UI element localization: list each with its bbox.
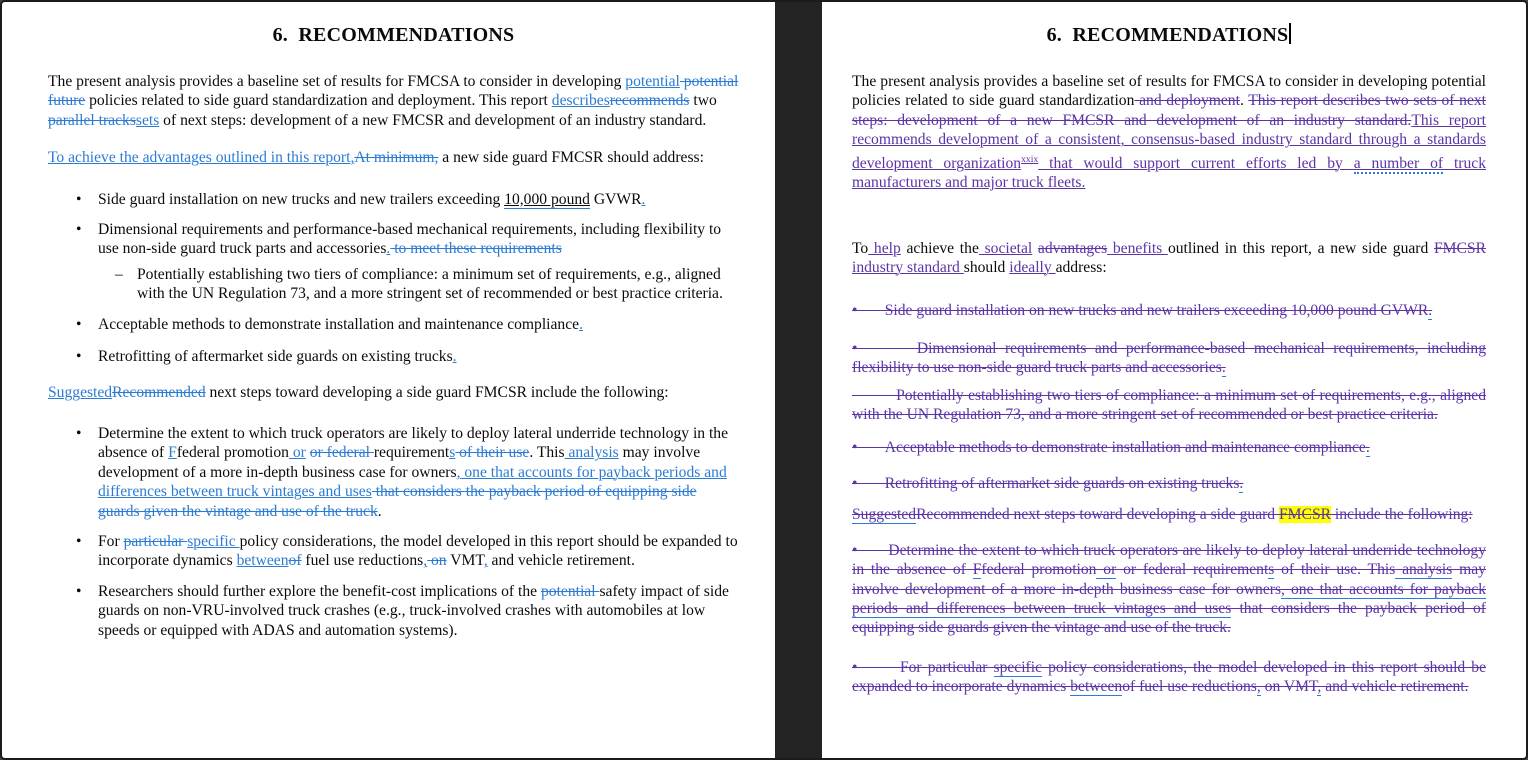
bullet-item bbox=[48, 347, 739, 366]
paragraph bbox=[852, 438, 1486, 457]
text-run-pd: • For particular bbox=[852, 658, 994, 676]
paragraph bbox=[852, 339, 1486, 378]
text-run-n: To bbox=[852, 239, 869, 257]
text-run-pdh: FMCSR bbox=[1279, 506, 1332, 524]
text-run-ins: . bbox=[452, 348, 457, 366]
page-title bbox=[852, 22, 1486, 48]
page-gap-divider bbox=[775, 2, 822, 758]
text-run-ins: analysis bbox=[564, 444, 619, 462]
text-run-ins: specific bbox=[187, 532, 240, 550]
text-run-n: Potentially establishing two tiers of compliance: a minimum set of requirements, e.g., aligned with the UN Regulation 73, and a more stringent set of recommended or best practice criteria. bbox=[137, 265, 723, 303]
bullet-item bbox=[48, 582, 739, 640]
text-run-n: For bbox=[98, 532, 124, 550]
text-run-del: or federal bbox=[309, 444, 374, 462]
text-run-pd: • Retrofitting of aftermarket side guards on existing trucks bbox=[852, 474, 1240, 492]
text-run-pi: ideally bbox=[1009, 259, 1056, 277]
text-run-pdu: between bbox=[1070, 678, 1123, 696]
text-run-pd: • Acceptable methods to demonstrate installation and maintenance compliance bbox=[852, 439, 1366, 457]
bullet-marker: – bbox=[115, 265, 123, 283]
text-run-del: particular bbox=[123, 532, 188, 550]
text-run-pdu: F bbox=[972, 561, 982, 579]
text-run-ins: , bbox=[423, 552, 428, 570]
text-run-pd: Recommended next steps toward developing a side guard bbox=[916, 506, 1279, 524]
text-run-n: Determine the extent to which truck operators are likely to deploy lateral underride technology in the absence of bbox=[98, 424, 729, 462]
paragraph bbox=[48, 148, 739, 167]
text-run-pd: that considers the payback period of equipping side guards given the vintage and use of the truck. bbox=[852, 599, 1487, 637]
text-run-n: requirement bbox=[373, 444, 450, 462]
bullet-item bbox=[48, 265, 739, 304]
paragraph bbox=[852, 301, 1486, 320]
bullet-item bbox=[48, 220, 739, 259]
text-run-ins: potential bbox=[625, 73, 680, 90]
text-run-pd: Potentially establishing two tiers of compliance: a minimum set of requirements, e.g., aligned with the UN Regulation 73, and a more stringent set of recommended or best practice criteria. bbox=[852, 386, 1486, 424]
paragraph bbox=[852, 505, 1486, 524]
paragraph bbox=[48, 72, 739, 130]
text-run-n: GVWR bbox=[589, 190, 642, 208]
text-run-ins: Suggested bbox=[48, 384, 113, 402]
text-run-n: . This bbox=[529, 444, 565, 462]
text-run-pd: on VMT bbox=[1260, 678, 1318, 696]
page-content-right bbox=[852, 72, 1486, 697]
text-run-pi: benefits bbox=[1107, 239, 1168, 257]
text-run-ins: describes bbox=[551, 92, 610, 110]
text-run-pdu: , bbox=[1317, 678, 1322, 696]
text-run-del: that considers the payback period of equipping side guards given the vintage and use of the truck bbox=[98, 483, 697, 520]
text-run-del: to meet these requirements bbox=[390, 240, 562, 258]
text-run-n: safety impact of side guards on non-VRU-involved truck crashes (e.g., truck-involved crashes with automobiles at low speeds or equipped with ADAS and automation systems). bbox=[98, 582, 729, 639]
text-run-del: potential future bbox=[48, 73, 739, 110]
bullet-marker: • bbox=[76, 582, 82, 600]
text-run-pd: and deployment bbox=[1134, 92, 1240, 110]
text-run-pdu: . bbox=[1365, 439, 1370, 457]
text-run-del: parallel tracks bbox=[48, 111, 136, 129]
paragraph bbox=[852, 474, 1486, 493]
text-run-ins: , bbox=[483, 552, 488, 570]
text-run-pig: a number of bbox=[1354, 155, 1443, 175]
text-run-del: recommends bbox=[609, 92, 690, 110]
text-run-n: achieve the bbox=[900, 239, 979, 257]
text-run-pi: This report recommends development of a consistent, consensus-based industry standard through a standards development organization bbox=[852, 111, 1487, 172]
text-run-n: address: bbox=[1055, 259, 1107, 277]
text-run-pisup: xxix bbox=[1021, 153, 1039, 165]
text-run-n: should bbox=[963, 259, 1010, 277]
text-run-pi: that would support current efforts led by bbox=[1038, 154, 1354, 172]
text-run-n: and vehicle retirement. bbox=[487, 552, 635, 570]
text-run-n: outlined in this report, a new side guard bbox=[1167, 239, 1434, 257]
text-run-ins: To achieve the advantages outlined in this report, bbox=[48, 149, 355, 167]
text-run-n: . bbox=[1239, 92, 1249, 110]
text-run-n: Researchers should further explore the benefit-cost implications of the bbox=[98, 582, 541, 600]
bullet-item bbox=[48, 532, 739, 571]
text-run-ins: . bbox=[641, 190, 646, 208]
text-run-n: Dimensional requirements and performance-based mechanical requirements, including flexibility to use non-side guard truck parts and accessories bbox=[98, 221, 722, 258]
text-run-n: Acceptable methods to demonstrate installation and maintenance compliance bbox=[98, 315, 580, 333]
text-run-pdu: . bbox=[1239, 474, 1244, 492]
text-run-pd: policy considerations, the model developed in this report should be expanded to incorporate dynamics bbox=[852, 658, 1486, 696]
text-run-del: potential bbox=[540, 582, 600, 600]
text-run-pd: of their use. This bbox=[1274, 561, 1396, 579]
bullet-item bbox=[48, 424, 739, 521]
text-run-del: Recommended bbox=[112, 384, 206, 402]
text-run-pd: federal promotion bbox=[981, 561, 1097, 579]
text-run-n: policy considerations, the model developed in this report should be expanded to incorporate dynamics bbox=[98, 532, 738, 570]
text-run-ins: . bbox=[386, 240, 391, 258]
text-run-pd: FMCSR bbox=[1433, 239, 1486, 257]
text-run-n: VMT bbox=[446, 552, 484, 570]
text-run-pdu: Suggested bbox=[852, 506, 917, 524]
paragraph bbox=[852, 658, 1486, 697]
paragraph bbox=[852, 386, 1486, 425]
text-run-ins: , one that accounts for payback periods and differences between truck vintages and uses bbox=[98, 463, 727, 501]
text-run-n: . bbox=[377, 502, 382, 520]
text-run-pdu: , bbox=[1256, 678, 1261, 696]
text-run-ins: . bbox=[579, 315, 583, 333]
text-run-n: fuel use reductions bbox=[301, 552, 424, 570]
bullet-marker: • bbox=[76, 315, 82, 333]
text-run-n: Side guard installation on new trucks and new trailers exceeding bbox=[98, 190, 505, 208]
text-run-pd: of fuel use reductions bbox=[1122, 678, 1257, 696]
text-run-n: next steps toward developing a side guard FMCSR include the following: bbox=[205, 384, 669, 402]
text-run-pd: may involve development of a more in-depth business case for owners bbox=[852, 561, 1486, 598]
text-run-pd: advantages bbox=[1037, 239, 1108, 257]
text-run-pdu: . bbox=[1221, 359, 1226, 377]
text-run-n: The present analysis provides a baseline set of results for FMCSA to consider in developing bbox=[48, 73, 626, 90]
bullet-marker: • bbox=[76, 532, 82, 550]
page-title: 6. RECOMMENDATIONS bbox=[272, 24, 515, 46]
text-run-del: of their use bbox=[455, 444, 530, 462]
text-run-n: two bbox=[689, 92, 717, 110]
text-run-pi: societal bbox=[978, 239, 1033, 257]
text-run-pdu: analysis bbox=[1395, 561, 1453, 579]
text-run-n: The present analysis provides a baseline set of results for FMCSA to consider in developing potential policies related to side guard standardization bbox=[852, 73, 1486, 110]
paragraph bbox=[852, 239, 1486, 278]
text-run-pi: help bbox=[868, 239, 901, 257]
text-run-n: policies related to side guard standardization and deployment. This report bbox=[85, 92, 552, 110]
text-run-pd: • Dimensional requirements and performance-based mechanical requirements, including flexibility to use non-side guard truck parts and accessories bbox=[852, 339, 1486, 377]
text-run-del: on bbox=[427, 552, 447, 570]
text-run-del: At minimum, bbox=[354, 149, 439, 167]
text-run-pdu: or bbox=[1096, 561, 1117, 579]
document-page-right bbox=[822, 2, 1528, 758]
text-run-n: Retrofitting of aftermarket side guards on existing trucks bbox=[98, 348, 453, 366]
bullet-marker: • bbox=[76, 221, 82, 239]
bullet-item bbox=[48, 315, 739, 334]
text-run-pdu: , one that accounts for payback periods and differences between truck vintages and uses bbox=[852, 580, 1486, 617]
text-run-pd: • Side guard installation on new trucks and new trailers exceeding 10,000 pound GVWR bbox=[852, 302, 1429, 320]
document-page-left bbox=[2, 2, 775, 758]
paragraph bbox=[852, 541, 1486, 638]
text-run-n: federal promotion bbox=[176, 444, 289, 462]
text-run-pd: include the following: bbox=[1331, 506, 1473, 524]
text-run-fmtu: 10,000 pound bbox=[504, 190, 590, 208]
page-content-left bbox=[48, 72, 739, 640]
text-run-ins: F bbox=[168, 444, 177, 462]
text-run-ins: sets bbox=[135, 111, 160, 129]
text-run-del: of bbox=[288, 552, 302, 570]
text-run-pd: or federal requirement bbox=[1116, 561, 1269, 579]
text-run-ins: s bbox=[449, 444, 456, 462]
text-run-pd: and vehicle retirement. bbox=[1321, 678, 1469, 696]
text-run-pd: This report describes two sets of next steps: development of a new FMCSR and development of an industry standard. bbox=[852, 92, 1486, 129]
text-run-pd: • Determine the extent to which truck operators are likely to deploy lateral underride technology in the absence of bbox=[852, 541, 1486, 579]
bullet-marker: • bbox=[76, 424, 82, 442]
text-run-pi: truck manufacturers and major truck fleets. bbox=[852, 154, 1486, 192]
text-run-ins: or bbox=[288, 444, 306, 462]
text-run-pdu: . bbox=[1428, 302, 1433, 320]
text-run-n: may involve development of a more in-depth business case for owners bbox=[98, 444, 701, 481]
text-run-pdu: specific bbox=[993, 658, 1043, 676]
text-run-n: a new side guard FMCSR should address: bbox=[438, 149, 704, 167]
text-run-pi: industry standard bbox=[852, 259, 964, 277]
text-run-n: of next steps: development of a new FMCSR and development of an industry standard. bbox=[159, 111, 707, 129]
paragraph bbox=[852, 72, 1486, 193]
text-cursor-caret[interactable] bbox=[1289, 23, 1291, 44]
page-title-text: 6. RECOMMENDATIONS bbox=[1046, 24, 1289, 46]
text-run-pdu: s bbox=[1268, 561, 1275, 579]
paragraph bbox=[48, 383, 739, 402]
bullet-marker: • bbox=[76, 348, 82, 366]
bullet-marker: • bbox=[76, 190, 82, 208]
bullet-item bbox=[48, 190, 739, 209]
text-run-ins: between bbox=[236, 552, 289, 570]
